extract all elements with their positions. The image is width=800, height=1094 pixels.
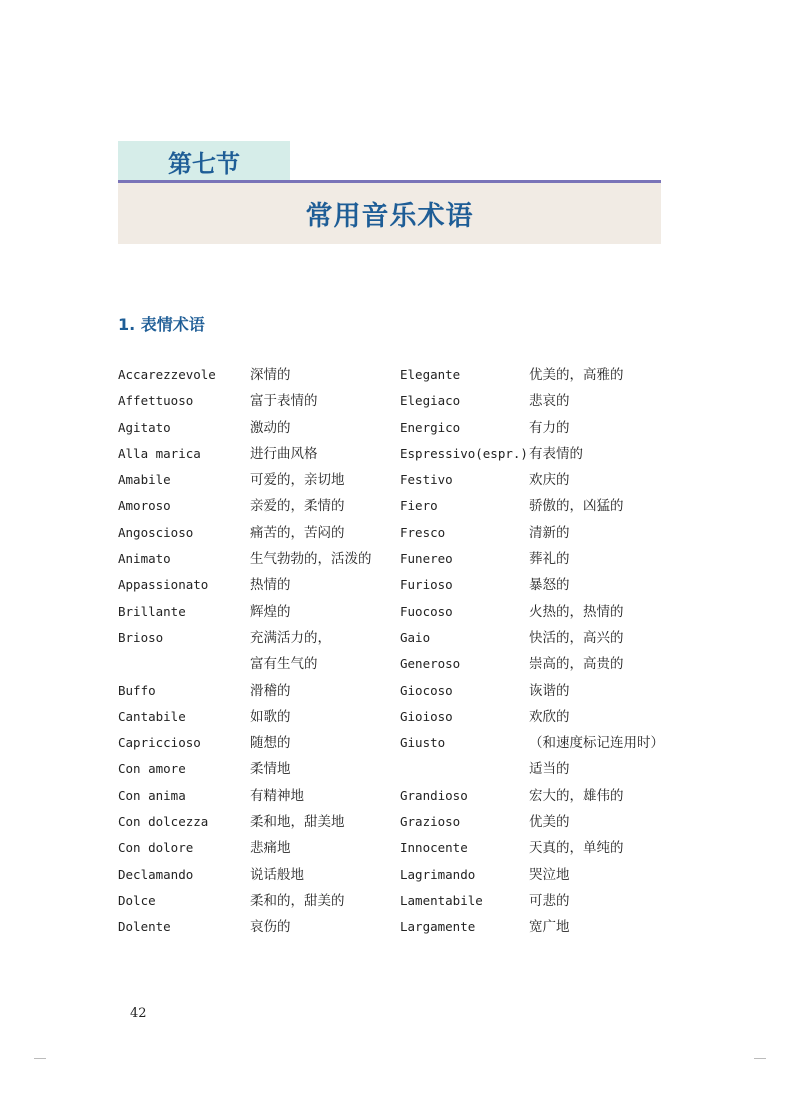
term-italian-left: Con dolore — [118, 840, 194, 856]
term-chinese-left: 滑稽的 — [250, 682, 291, 699]
term-row — [118, 627, 678, 653]
page-number: 42 — [130, 1006, 147, 1021]
term-italian-left: Affettuoso — [118, 393, 194, 409]
term-chinese-right: 清新的 — [529, 524, 570, 541]
term-row — [118, 390, 678, 416]
term-chinese-left: 深情的 — [250, 367, 291, 383]
term-italian-right: Giocoso — [400, 682, 453, 698]
term-chinese-right: 优美的 — [529, 814, 570, 831]
term-italian-right: Energico — [400, 419, 461, 435]
term-chinese-left: 进行曲风格 — [250, 445, 318, 462]
term-italian-right: Festivo — [400, 472, 453, 488]
term-chinese-left: 悲痛地 — [250, 840, 291, 857]
term-italian-left: Cantabile — [118, 708, 186, 724]
term-chinese-left: 富有生气的 — [250, 656, 318, 673]
term-row — [118, 706, 678, 732]
term-row — [118, 680, 678, 706]
term-italian-left: Buffo — [118, 682, 156, 698]
term-row — [118, 916, 678, 942]
term-italian-right: Elegiaco — [400, 393, 461, 409]
term-italian-right: Largamente — [400, 919, 476, 935]
term-chinese-left: 可爱的，亲切地 — [250, 472, 345, 489]
term-row — [118, 364, 678, 390]
term-italian-left: Amabile — [118, 472, 171, 488]
term-italian-left: Capriccioso — [118, 735, 201, 751]
term-chinese-right: 火热的，热情的 — [529, 603, 624, 620]
term-italian-right: Funereo — [400, 551, 453, 567]
term-italian-right: Furioso — [400, 577, 453, 593]
term-chinese-right: 有力的 — [529, 419, 570, 436]
term-chinese-right: 优美的，高雅的 — [529, 367, 624, 383]
term-italian-left: Angoscioso — [118, 524, 194, 540]
subsection-heading: 1. 表情术语 — [118, 315, 205, 334]
terms-list — [118, 364, 678, 943]
term-italian-right: Generoso — [400, 656, 461, 672]
term-chinese-right: 可悲的 — [529, 892, 570, 909]
term-italian-right: Espressivo(espr.) — [400, 445, 528, 461]
term-chinese-right: 欢庆的 — [529, 472, 570, 489]
term-italian-left: Dolce — [118, 892, 156, 908]
term-italian-right: Giusto — [400, 735, 446, 751]
term-chinese-right: 哭泣地 — [529, 866, 570, 883]
term-chinese-left: 富于表情的 — [250, 393, 318, 410]
term-row — [118, 837, 678, 863]
term-italian-left: Declamando — [118, 866, 194, 882]
term-italian-left: Amoroso — [118, 498, 171, 514]
term-row — [118, 601, 678, 627]
term-italian-right: Innocente — [400, 840, 468, 856]
term-chinese-right: 有表情的 — [529, 445, 583, 462]
term-chinese-right: 宏大的，雄伟的 — [529, 787, 624, 804]
section-label: 第七节 — [118, 141, 290, 181]
term-row — [118, 495, 678, 521]
term-chinese-left: 亲爱的，柔情的 — [250, 498, 345, 515]
term-chinese-left: 充满活力的， — [250, 629, 331, 646]
term-italian-left: Brillante — [118, 603, 186, 619]
term-italian-right: Lamentabile — [400, 892, 483, 908]
term-italian-right: Gioioso — [400, 708, 453, 724]
term-italian-right: Lagrimando — [400, 866, 476, 882]
term-chinese-left: 生气勃勃的，活泼的 — [250, 551, 372, 568]
term-italian-right: Grazioso — [400, 814, 461, 830]
term-chinese-right: 暴怒的 — [529, 577, 570, 594]
term-row — [118, 522, 678, 548]
term-italian-left: Con dolcezza — [118, 814, 209, 830]
term-chinese-left: 哀伤的 — [250, 919, 291, 936]
term-chinese-left: 如歌的 — [250, 708, 291, 725]
term-italian-right: Gaio — [400, 629, 431, 645]
term-row — [118, 417, 678, 443]
term-chinese-right: 葬礼的 — [529, 551, 570, 568]
term-chinese-right: 欢欣的 — [529, 708, 570, 725]
term-italian-right: Elegante — [400, 367, 461, 382]
term-chinese-left: 柔和的，甜美的 — [250, 892, 345, 909]
term-italian-left: Animato — [118, 551, 171, 567]
page-title: 常用音乐术语 — [118, 183, 661, 244]
term-row — [118, 785, 678, 811]
term-chinese-left: 柔和地，甜美地 — [250, 814, 345, 831]
term-chinese-right: 天真的，单纯的 — [529, 840, 624, 857]
term-italian-right: Fresco — [400, 524, 446, 540]
term-row — [118, 574, 678, 600]
term-italian-left: Agitato — [118, 419, 171, 435]
term-chinese-left: 有精神地 — [250, 787, 304, 804]
term-row — [118, 443, 678, 469]
term-italian-left: Alla marica — [118, 445, 201, 461]
term-chinese-left: 激动的 — [250, 419, 291, 436]
term-chinese-left: 随想的 — [250, 735, 291, 752]
term-chinese-right: （和速度标记连用时） — [529, 735, 664, 752]
term-chinese-right: 快活的，高兴的 — [529, 629, 624, 646]
term-italian-right: Fiero — [400, 498, 438, 514]
term-italian-left: Dolente — [118, 919, 171, 935]
crop-mark-right — [754, 1058, 766, 1059]
term-italian-left: Appassionato — [118, 577, 209, 593]
term-chinese-right: 崇高的，高贵的 — [529, 656, 624, 673]
term-chinese-right: 适当的 — [529, 761, 570, 778]
term-chinese-right: 悲哀的 — [529, 393, 570, 410]
term-italian-left: Con amore — [118, 761, 186, 777]
term-chinese-right: 诙谐的 — [529, 682, 570, 699]
term-italian-left: Brioso — [118, 629, 164, 645]
term-row — [118, 890, 678, 916]
term-row — [118, 758, 678, 784]
term-chinese-right: 骄傲的，凶猛的 — [529, 498, 624, 515]
term-chinese-left: 痛苦的，苦闷的 — [250, 524, 345, 541]
term-italian-left: Accarezzevole — [118, 367, 216, 382]
term-row — [118, 469, 678, 495]
crop-mark-left — [34, 1058, 46, 1059]
term-chinese-left: 辉煌的 — [250, 603, 291, 620]
term-chinese-left: 柔情地 — [250, 761, 291, 778]
term-italian-right: Fuocoso — [400, 603, 453, 619]
term-italian-left: Con anima — [118, 787, 186, 803]
term-chinese-right: 宽广地 — [529, 919, 570, 936]
term-row — [118, 732, 678, 758]
term-row — [118, 548, 678, 574]
term-row — [118, 864, 678, 890]
term-row — [118, 653, 678, 679]
term-chinese-left: 热情的 — [250, 577, 291, 594]
term-row — [118, 811, 678, 837]
term-chinese-left: 说话般地 — [250, 866, 304, 883]
term-italian-right: Grandioso — [400, 787, 468, 803]
